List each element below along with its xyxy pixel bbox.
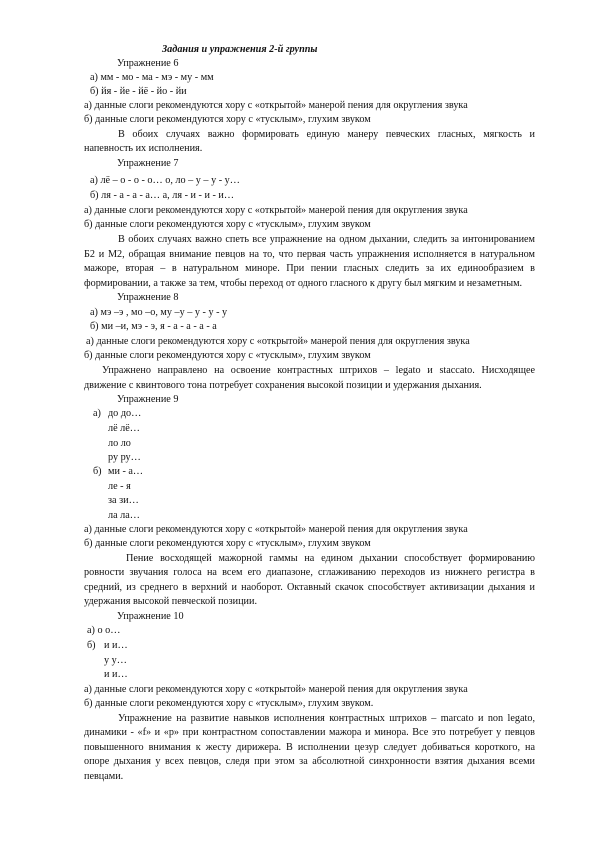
exercise-9-syllable-line: за зи…	[108, 495, 139, 506]
exercise-9-syllable-line: лё лё…	[108, 423, 140, 434]
exercise-7-heading: Упражнение 7	[117, 158, 179, 169]
exercise-9-heading: Упражнение 9	[117, 394, 179, 405]
exercise-7-syllables-a: а) лё – о - о - о… о, ло – у – у - у…	[90, 175, 240, 186]
exercise-6-note-a: а) данные слоги рекомендуются хору с «открытой» манерой пения для округления звука	[84, 100, 468, 111]
exercise-6-note-b: б) данные слоги рекомендуются хору с «тусклым», глухим звуком	[84, 114, 371, 125]
exercise-10-syllable-line: и и…	[104, 640, 128, 651]
exercise-10-syllable-line: и и…	[104, 669, 128, 680]
exercise-10-option-b-label: б)	[87, 640, 96, 651]
exercise-9-syllable-line: ле - я	[108, 481, 131, 492]
exercise-10-paragraph-line: динамики - «f» и «p» при контрастном сопоставлении мажора и минора. Все это потребует у певцов	[84, 727, 535, 738]
exercise-6-syllables-b: б) йя - йе - йё - йо - йи	[90, 86, 187, 97]
exercise-8-paragraph-line: Упражнено направлено на освоение контрастных штрихов – legato и staccato. Нисходящее	[102, 365, 535, 376]
exercise-9-paragraph-line: средний, из среднего в верхний и наоборот. Октавный скачок способствует активизации дыхания и	[84, 582, 535, 593]
exercise-8-heading: Упражнение 8	[117, 292, 179, 303]
exercise-10-note-b: б) данные слоги рекомендуются хору с «тусклым», глухим звуком.	[84, 698, 374, 709]
exercise-10-paragraph-line: певцами.	[84, 771, 124, 782]
exercise-7-syllables-b: б) ля - а - а - а… а, ля - и - и - и…	[90, 190, 235, 201]
exercise-8-syllables-b: б) ми –и, мэ - э, я - а - а - а - а	[90, 321, 217, 332]
exercise-7-paragraph-line: мажоре, вторая – в натуральном миноре. При пении гласных следить за их единообразием в	[84, 263, 535, 274]
exercise-9-note-b: б) данные слоги рекомендуются хору с «тусклым», глухим звуком	[84, 538, 371, 549]
exercise-6-paragraph-line: В обоих случаях важно формировать единую манеру певческих гласных, мягкость и	[118, 129, 535, 140]
exercise-9-syllable-line: ло ло	[108, 438, 131, 449]
exercise-10-paragraph-line: Упражнение на развитие навыков исполнения контрастных штрихов – marcato и non legato,	[118, 713, 535, 724]
exercise-8-note-a: а) данные слоги рекомендуются хору с «открытой» манерой пения для округления звука	[86, 336, 470, 347]
exercise-9-paragraph-line: Пение восходящей мажорной гаммы на едином дыхании способствует формированию	[126, 553, 535, 564]
exercise-7-paragraph-line: формировании, а также за тем, чтобы переход от одного гласного к другу был мягким и незаметным.	[84, 278, 523, 289]
exercise-8-paragraph-line: движение с квинтового тона потребует сохранения высокой позиции и удержания дыхания.	[84, 380, 482, 391]
exercise-9-paragraph-line: удержания высокой певческой позиции.	[84, 596, 258, 607]
exercise-9-syllable-line: ми - а…	[108, 466, 144, 477]
exercise-10-syllables-a: а) о о…	[87, 625, 121, 636]
exercise-9-syllable-line: ла ла…	[108, 510, 140, 521]
exercise-10-paragraph-line: опоре дыхания у всех певцов, следя при этом за абсолютной синхронности взятия дыхания всеми	[84, 756, 535, 767]
exercise-9-syllable-line: ру ру…	[108, 452, 141, 463]
exercise-9-syllable-line: до до…	[108, 408, 142, 419]
exercise-10-paragraph-line: повышенного внимания к жесту дирижера. В исполнении цезур следует добиваться короткого, на	[84, 742, 535, 753]
exercise-6-syllables-a: а) мм - мо - ма - мэ - му - мм	[90, 72, 214, 83]
exercise-10-heading: Упражнение 10	[117, 611, 184, 622]
exercise-8-note-b: б) данные слоги рекомендуются хору с «тусклым», глухим звуком	[84, 350, 371, 361]
exercise-9-option-b-label: б)	[93, 466, 102, 477]
exercise-7-note-b: б) данные слоги рекомендуются хору с «тусклым», глухим звуком	[84, 219, 371, 230]
exercise-7-paragraph-line: Б2 и М2, обращая внимание певцов на то, что первая часть упражнения исполняется в натуральном	[84, 249, 535, 260]
exercise-10-syllable-line: у у…	[104, 655, 127, 666]
exercise-6-heading: Упражнение 6	[117, 58, 179, 69]
exercise-9-note-a: а) данные слоги рекомендуются хору с «открытой» манерой пения для округления звука	[84, 524, 468, 535]
exercise-6-paragraph-line: напевность их исполнения.	[84, 143, 203, 154]
page-title: Задания и упражнения 2-й группы	[162, 44, 318, 55]
exercise-8-syllables-a: а) мэ –э , мо –о, му –у – у - у - у	[90, 307, 228, 318]
exercise-9-option-a-label: а)	[93, 408, 101, 419]
exercise-10-note-a: а) данные слоги рекомендуются хору с «открытой» манерой пения для округления звука	[84, 684, 468, 695]
exercise-9-paragraph-line: ровности звучания голоса на всем его диапазоне, сглаживанию переходов из нижнего регистра в	[84, 567, 535, 578]
exercise-7-note-a: а) данные слоги рекомендуются хору с «открытой» манерой пения для округления звука	[84, 205, 468, 216]
exercise-7-paragraph-line: В обоих случаях важно спеть все упражнение на одном дыхании, следить за интонированием	[118, 234, 535, 245]
